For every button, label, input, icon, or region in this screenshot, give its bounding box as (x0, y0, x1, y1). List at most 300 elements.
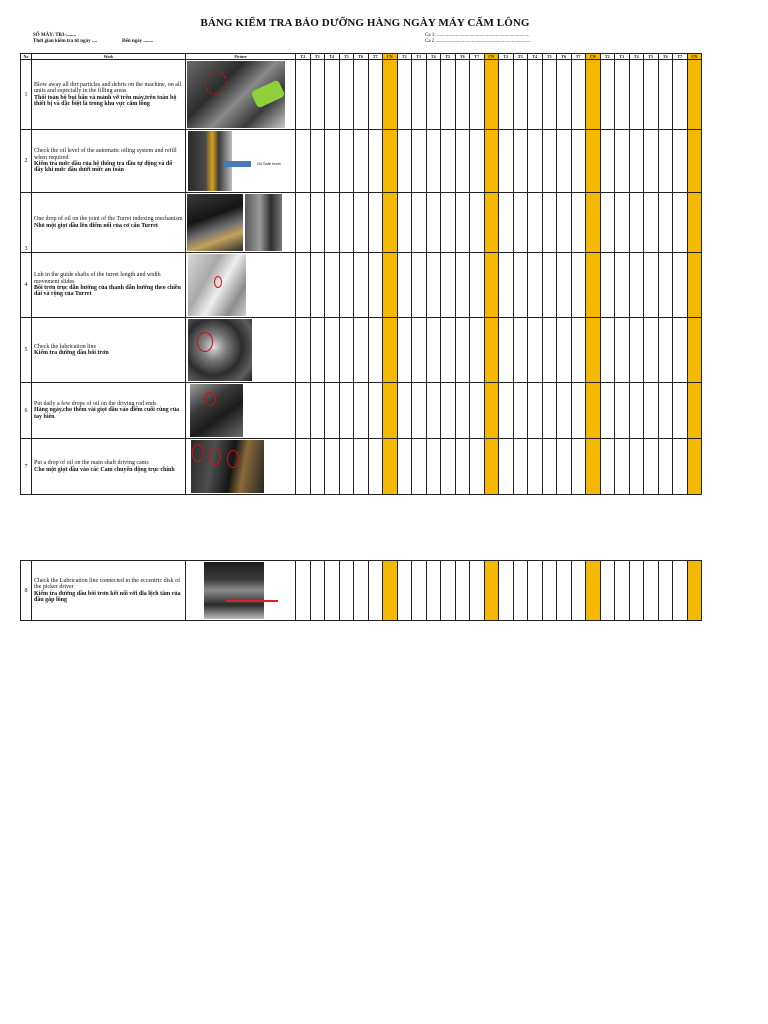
check-cell-sunday[interactable] (383, 439, 398, 495)
task-text-en: Put daily a few drops of oil on the driving rod ends (34, 400, 157, 407)
check-cell[interactable] (513, 130, 528, 193)
check-cell[interactable] (528, 193, 543, 253)
check-cell[interactable] (571, 383, 586, 439)
check-cell[interactable] (441, 318, 456, 383)
check-cell[interactable] (412, 383, 427, 439)
task-text-en: Lub in the guide shafts of the turret length and width movement slides (34, 272, 161, 285)
check-cell[interactable] (455, 60, 470, 130)
check-cell[interactable] (426, 561, 441, 621)
check-cell[interactable] (310, 383, 325, 439)
check-cell[interactable] (615, 318, 630, 383)
check-cell[interactable] (499, 318, 514, 383)
shift-1-label: Ca 1: .......................................................................... (425, 33, 530, 38)
check-cell[interactable] (571, 130, 586, 193)
check-cell[interactable] (542, 193, 557, 253)
check-cell[interactable] (354, 439, 369, 495)
check-cell[interactable] (600, 318, 615, 383)
check-cell-sunday[interactable] (687, 60, 702, 130)
highlight-marker (209, 447, 221, 465)
check-cell[interactable] (600, 130, 615, 193)
check-cell[interactable] (528, 318, 543, 383)
check-cell-sunday[interactable] (383, 130, 398, 193)
check-cell-sunday[interactable] (484, 253, 499, 318)
task-text-en: Check the lubrication line (34, 343, 97, 350)
check-cell-sunday[interactable] (484, 60, 499, 130)
check-cell[interactable] (354, 383, 369, 439)
check-cell-sunday[interactable] (586, 60, 601, 130)
check-cell[interactable] (513, 253, 528, 318)
check-cell[interactable] (615, 253, 630, 318)
check-cell[interactable] (557, 60, 572, 130)
check-cell[interactable] (629, 561, 644, 621)
check-cell[interactable] (397, 439, 412, 495)
check-cell[interactable] (339, 561, 354, 621)
check-cell[interactable] (325, 193, 340, 253)
check-cell[interactable] (644, 383, 659, 439)
task-text-en: Check the Lubrication line connected to the eccentric disk of the picker driver (34, 577, 181, 591)
task-picture (186, 60, 296, 130)
check-cell[interactable] (557, 318, 572, 383)
end-date-label: Đến ngày ........ (122, 39, 154, 44)
machine-number-label: SỐ MÁY: TB3-........ (33, 33, 77, 38)
check-cell[interactable] (441, 193, 456, 253)
check-cell[interactable] (513, 193, 528, 253)
task-number: 3 (21, 193, 32, 253)
check-cell[interactable] (673, 60, 688, 130)
check-cell[interactable] (499, 60, 514, 130)
check-cell-sunday[interactable] (586, 253, 601, 318)
header-picture: Picture (186, 54, 296, 60)
highlight-marker (192, 444, 204, 462)
check-cell[interactable] (528, 130, 543, 193)
check-cell[interactable] (310, 439, 325, 495)
check-cell[interactable] (397, 318, 412, 383)
header-work: Work (32, 54, 186, 60)
check-cell[interactable] (470, 383, 485, 439)
check-cell[interactable] (310, 253, 325, 318)
check-cell[interactable] (368, 130, 383, 193)
check-cell[interactable] (426, 253, 441, 318)
shift-2-label: Ca 2 ............................................................................ (425, 39, 531, 44)
check-cell[interactable] (397, 193, 412, 253)
check-cell-sunday[interactable] (586, 318, 601, 383)
day-header: T3 (412, 54, 427, 60)
check-cell[interactable] (600, 193, 615, 253)
check-cell[interactable] (470, 60, 485, 130)
check-cell[interactable] (368, 383, 383, 439)
day-header-sunday: CN (484, 54, 499, 60)
task-text-en: Check the oil level of the automatic oiling system and refill when required (34, 148, 177, 161)
task-picture (186, 193, 296, 253)
task-description (32, 318, 186, 383)
machine-photo-right (245, 194, 282, 251)
task-number: 2 (21, 130, 32, 193)
check-cell[interactable] (339, 318, 354, 383)
check-cell[interactable] (658, 60, 673, 130)
check-cell[interactable] (644, 253, 659, 318)
task-description (32, 60, 186, 130)
check-cell[interactable] (339, 60, 354, 130)
check-cell-sunday[interactable] (586, 561, 601, 621)
check-cell[interactable] (455, 383, 470, 439)
check-cell[interactable] (600, 253, 615, 318)
highlight-marker (214, 276, 222, 288)
check-cell[interactable] (470, 130, 485, 193)
check-cell[interactable] (658, 383, 673, 439)
check-cell-sunday[interactable] (484, 439, 499, 495)
task-row (21, 130, 702, 193)
check-cell[interactable] (673, 439, 688, 495)
check-cell-sunday[interactable] (383, 60, 398, 130)
machine-photo-left (187, 194, 243, 251)
check-cell[interactable] (470, 561, 485, 621)
check-cell[interactable] (658, 130, 673, 193)
check-cell-sunday[interactable] (687, 193, 702, 253)
check-cell[interactable] (368, 561, 383, 621)
check-cell[interactable] (296, 130, 311, 193)
check-cell[interactable] (455, 439, 470, 495)
check-cell[interactable] (310, 130, 325, 193)
check-cell[interactable] (426, 193, 441, 253)
day-header: T6 (557, 54, 572, 60)
check-cell-sunday[interactable] (484, 193, 499, 253)
check-cell[interactable] (339, 383, 354, 439)
task-number: 4 (21, 253, 32, 318)
highlight-marker (204, 392, 216, 406)
check-cell[interactable] (368, 193, 383, 253)
check-cell[interactable] (499, 193, 514, 253)
check-cell-sunday[interactable] (687, 253, 702, 318)
check-cell[interactable] (354, 193, 369, 253)
check-cell[interactable] (629, 439, 644, 495)
highlight-line (226, 600, 278, 602)
check-cell[interactable] (644, 439, 659, 495)
check-cell[interactable] (644, 318, 659, 383)
check-cell-sunday[interactable] (383, 193, 398, 253)
day-header: T4 (426, 54, 441, 60)
check-cell[interactable] (557, 561, 572, 621)
check-cell[interactable] (441, 60, 456, 130)
check-cell[interactable] (571, 60, 586, 130)
task-text-vi: Bôi trơn trục dẫn hướng của thanh dẫn hướng theo chiều dài và rộng của Turret (34, 285, 181, 298)
check-cell[interactable] (455, 130, 470, 193)
check-cell[interactable] (470, 439, 485, 495)
check-cell[interactable] (644, 193, 659, 253)
check-cell[interactable] (557, 253, 572, 318)
task-text-en: Put a drop of oil on the main shaft driving cams (34, 460, 149, 467)
check-cell[interactable] (629, 318, 644, 383)
check-cell[interactable] (412, 193, 427, 253)
check-cell[interactable] (615, 561, 630, 621)
check-cell[interactable] (571, 318, 586, 383)
check-cell-sunday[interactable] (484, 318, 499, 383)
task-description (32, 130, 186, 193)
check-cell[interactable] (296, 383, 311, 439)
page-title: BẢNG KIỂM TRA BẢO DƯỠNG HÀNG NGÀY MÁY CẤM LÔNG (200, 17, 530, 29)
check-cell[interactable] (499, 130, 514, 193)
check-cell[interactable] (397, 253, 412, 318)
check-cell[interactable] (528, 253, 543, 318)
check-cell[interactable] (470, 193, 485, 253)
check-cell[interactable] (658, 253, 673, 318)
task-number: 1 (21, 60, 32, 130)
task-number: 7 (21, 439, 32, 495)
day-header: T6 (354, 54, 369, 60)
check-cell[interactable] (455, 561, 470, 621)
check-cell[interactable] (412, 439, 427, 495)
task-text-vi: Kiểm tra đường dầu bôi trơn kết nối với đĩa lệch tâm của đầu gắp lông (34, 590, 181, 603)
check-cell[interactable] (499, 253, 514, 318)
check-cell[interactable] (557, 383, 572, 439)
check-cell[interactable] (542, 561, 557, 621)
task-picture (186, 130, 296, 193)
check-cell[interactable] (412, 253, 427, 318)
check-cell[interactable] (310, 561, 325, 621)
task-row (21, 60, 702, 130)
check-cell[interactable] (339, 193, 354, 253)
task-row (21, 253, 702, 318)
check-cell[interactable] (658, 318, 673, 383)
check-cell[interactable] (310, 60, 325, 130)
check-cell[interactable] (658, 439, 673, 495)
check-cell[interactable] (296, 439, 311, 495)
day-header: T4 (325, 54, 340, 60)
check-cell[interactable] (615, 130, 630, 193)
task-text-vi: Kiểm tra đường dầu bôi trơn (34, 350, 109, 356)
check-cell-sunday[interactable] (484, 561, 499, 621)
check-cell[interactable] (528, 439, 543, 495)
check-cell-sunday[interactable] (687, 318, 702, 383)
check-cell[interactable] (571, 561, 586, 621)
check-cell[interactable] (354, 318, 369, 383)
check-cell[interactable] (470, 318, 485, 383)
day-header: T4 (528, 54, 543, 60)
check-cell[interactable] (354, 130, 369, 193)
check-cell[interactable] (426, 439, 441, 495)
task-text-vi: Hàng ngày,cho thêm vài giọt dầu vào điểm cuối cùng của tay biên (34, 407, 180, 420)
check-cell[interactable] (629, 253, 644, 318)
check-cell-sunday[interactable] (687, 561, 702, 621)
check-cell[interactable] (310, 193, 325, 253)
check-cell[interactable] (499, 561, 514, 621)
check-cell[interactable] (426, 60, 441, 130)
glove (251, 80, 286, 109)
check-cell[interactable] (441, 130, 456, 193)
highlight-marker (197, 332, 213, 352)
check-cell[interactable] (615, 193, 630, 253)
check-cell[interactable] (470, 253, 485, 318)
check-cell[interactable] (571, 439, 586, 495)
check-cell-sunday[interactable] (687, 383, 702, 439)
check-cell[interactable] (455, 253, 470, 318)
task-picture (186, 318, 296, 383)
check-cell[interactable] (542, 130, 557, 193)
check-cell[interactable] (644, 60, 659, 130)
check-cell-sunday[interactable] (383, 253, 398, 318)
check-cell[interactable] (455, 318, 470, 383)
day-header: T2 (600, 54, 615, 60)
task-number: 5 (21, 318, 32, 383)
check-cell[interactable] (600, 383, 615, 439)
check-cell[interactable] (426, 318, 441, 383)
day-header: T3 (615, 54, 630, 60)
task-row (21, 383, 702, 439)
check-cell[interactable] (397, 60, 412, 130)
check-cell[interactable] (325, 561, 340, 621)
check-cell[interactable] (542, 383, 557, 439)
check-cell[interactable] (412, 561, 427, 621)
check-cell[interactable] (368, 318, 383, 383)
check-cell[interactable] (615, 439, 630, 495)
check-cell[interactable] (673, 253, 688, 318)
check-cell-sunday[interactable] (383, 561, 398, 621)
check-cell[interactable] (455, 193, 470, 253)
day-header: T6 (455, 54, 470, 60)
check-cell[interactable] (571, 253, 586, 318)
check-cell[interactable] (557, 130, 572, 193)
check-cell[interactable] (513, 60, 528, 130)
check-cell[interactable] (528, 383, 543, 439)
check-cell[interactable] (513, 439, 528, 495)
check-cell[interactable] (426, 383, 441, 439)
check-cell[interactable] (296, 318, 311, 383)
check-cell[interactable] (557, 193, 572, 253)
check-cell[interactable] (644, 130, 659, 193)
check-cell-sunday[interactable] (383, 383, 398, 439)
check-cell[interactable] (441, 383, 456, 439)
check-cell[interactable] (296, 253, 311, 318)
check-cell[interactable] (441, 253, 456, 318)
check-cell[interactable] (658, 193, 673, 253)
check-cell[interactable] (412, 60, 427, 130)
check-cell[interactable] (441, 561, 456, 621)
check-cell-sunday[interactable] (586, 193, 601, 253)
check-cell[interactable] (325, 130, 340, 193)
check-cell-sunday[interactable] (586, 130, 601, 193)
check-cell[interactable] (629, 383, 644, 439)
check-cell[interactable] (412, 318, 427, 383)
check-cell[interactable] (571, 193, 586, 253)
check-cell[interactable] (673, 318, 688, 383)
check-cell[interactable] (325, 253, 340, 318)
check-cell[interactable] (658, 561, 673, 621)
check-cell[interactable] (499, 439, 514, 495)
check-cell[interactable] (368, 439, 383, 495)
check-cell[interactable] (513, 561, 528, 621)
check-cell[interactable] (441, 439, 456, 495)
check-cell[interactable] (354, 60, 369, 130)
day-header: T5 (339, 54, 354, 60)
check-cell-sunday[interactable] (687, 130, 702, 193)
check-cell[interactable] (296, 60, 311, 130)
check-cell[interactable] (339, 439, 354, 495)
machine-photo (190, 384, 243, 437)
task-row (21, 193, 702, 253)
check-cell[interactable] (513, 318, 528, 383)
check-cell[interactable] (528, 60, 543, 130)
check-cell[interactable] (644, 561, 659, 621)
day-header-sunday: CN (687, 54, 702, 60)
check-cell[interactable] (325, 60, 340, 130)
check-cell-sunday[interactable] (586, 383, 601, 439)
check-cell[interactable] (673, 193, 688, 253)
check-cell[interactable] (600, 439, 615, 495)
check-cell[interactable] (557, 439, 572, 495)
check-cell[interactable] (426, 130, 441, 193)
check-cell[interactable] (629, 60, 644, 130)
check-cell-sunday[interactable] (383, 318, 398, 383)
check-cell[interactable] (368, 253, 383, 318)
task-row (21, 561, 702, 621)
check-cell[interactable] (354, 253, 369, 318)
check-cell[interactable] (673, 383, 688, 439)
check-cell[interactable] (542, 439, 557, 495)
task-row (21, 318, 702, 383)
day-header: T6 (658, 54, 673, 60)
check-cell[interactable] (412, 130, 427, 193)
check-cell[interactable] (339, 253, 354, 318)
check-cell[interactable] (339, 130, 354, 193)
check-cell[interactable] (513, 383, 528, 439)
check-cell[interactable] (629, 193, 644, 253)
check-cell[interactable] (296, 561, 311, 621)
task-description (32, 561, 186, 621)
day-header-sunday: CN (383, 54, 398, 60)
check-cell[interactable] (615, 383, 630, 439)
check-cell[interactable] (542, 253, 557, 318)
check-cell[interactable] (325, 318, 340, 383)
check-cell[interactable] (397, 130, 412, 193)
check-cell[interactable] (542, 318, 557, 383)
check-cell-sunday[interactable] (586, 439, 601, 495)
check-cell[interactable] (600, 561, 615, 621)
task-picture (186, 439, 296, 495)
check-cell[interactable] (673, 130, 688, 193)
task-text-vi: Kiểm tra mức dầu của hệ thống tra dầu tự động và đổ đầy khi mức dầu dưới mức an toàn (34, 161, 173, 174)
day-header: T2 (296, 54, 311, 60)
day-header: T4 (629, 54, 644, 60)
check-cell[interactable] (542, 60, 557, 130)
check-cell[interactable] (325, 383, 340, 439)
maintenance-checklist-table (20, 53, 702, 495)
check-cell[interactable] (310, 318, 325, 383)
check-cell[interactable] (397, 561, 412, 621)
task-picture (186, 561, 296, 621)
check-cell-sunday[interactable] (484, 383, 499, 439)
day-header: T5 (441, 54, 456, 60)
machine-photo (187, 61, 285, 128)
day-header-sunday: CN (586, 54, 601, 60)
check-cell-sunday[interactable] (484, 130, 499, 193)
check-cell[interactable] (499, 383, 514, 439)
check-cell[interactable] (368, 60, 383, 130)
check-cell[interactable] (673, 561, 688, 621)
check-cell[interactable] (397, 383, 412, 439)
task-description (32, 193, 186, 253)
machine-photo (191, 440, 264, 493)
check-cell-sunday[interactable] (687, 439, 702, 495)
check-cell[interactable] (528, 561, 543, 621)
check-cell[interactable] (615, 60, 630, 130)
task-text-vi: Thổi toàn bộ bụi bẩn và mảnh vỡ trên máy,trên toàn bộ thiết bị và đặc biệt là trong khu vực cắm lông (34, 94, 177, 107)
check-cell[interactable] (296, 193, 311, 253)
machine-photo (204, 562, 264, 619)
check-cell[interactable] (629, 130, 644, 193)
check-cell[interactable] (325, 439, 340, 495)
check-cell[interactable] (600, 60, 615, 130)
highlight-marker (205, 71, 227, 95)
check-cell[interactable] (354, 561, 369, 621)
